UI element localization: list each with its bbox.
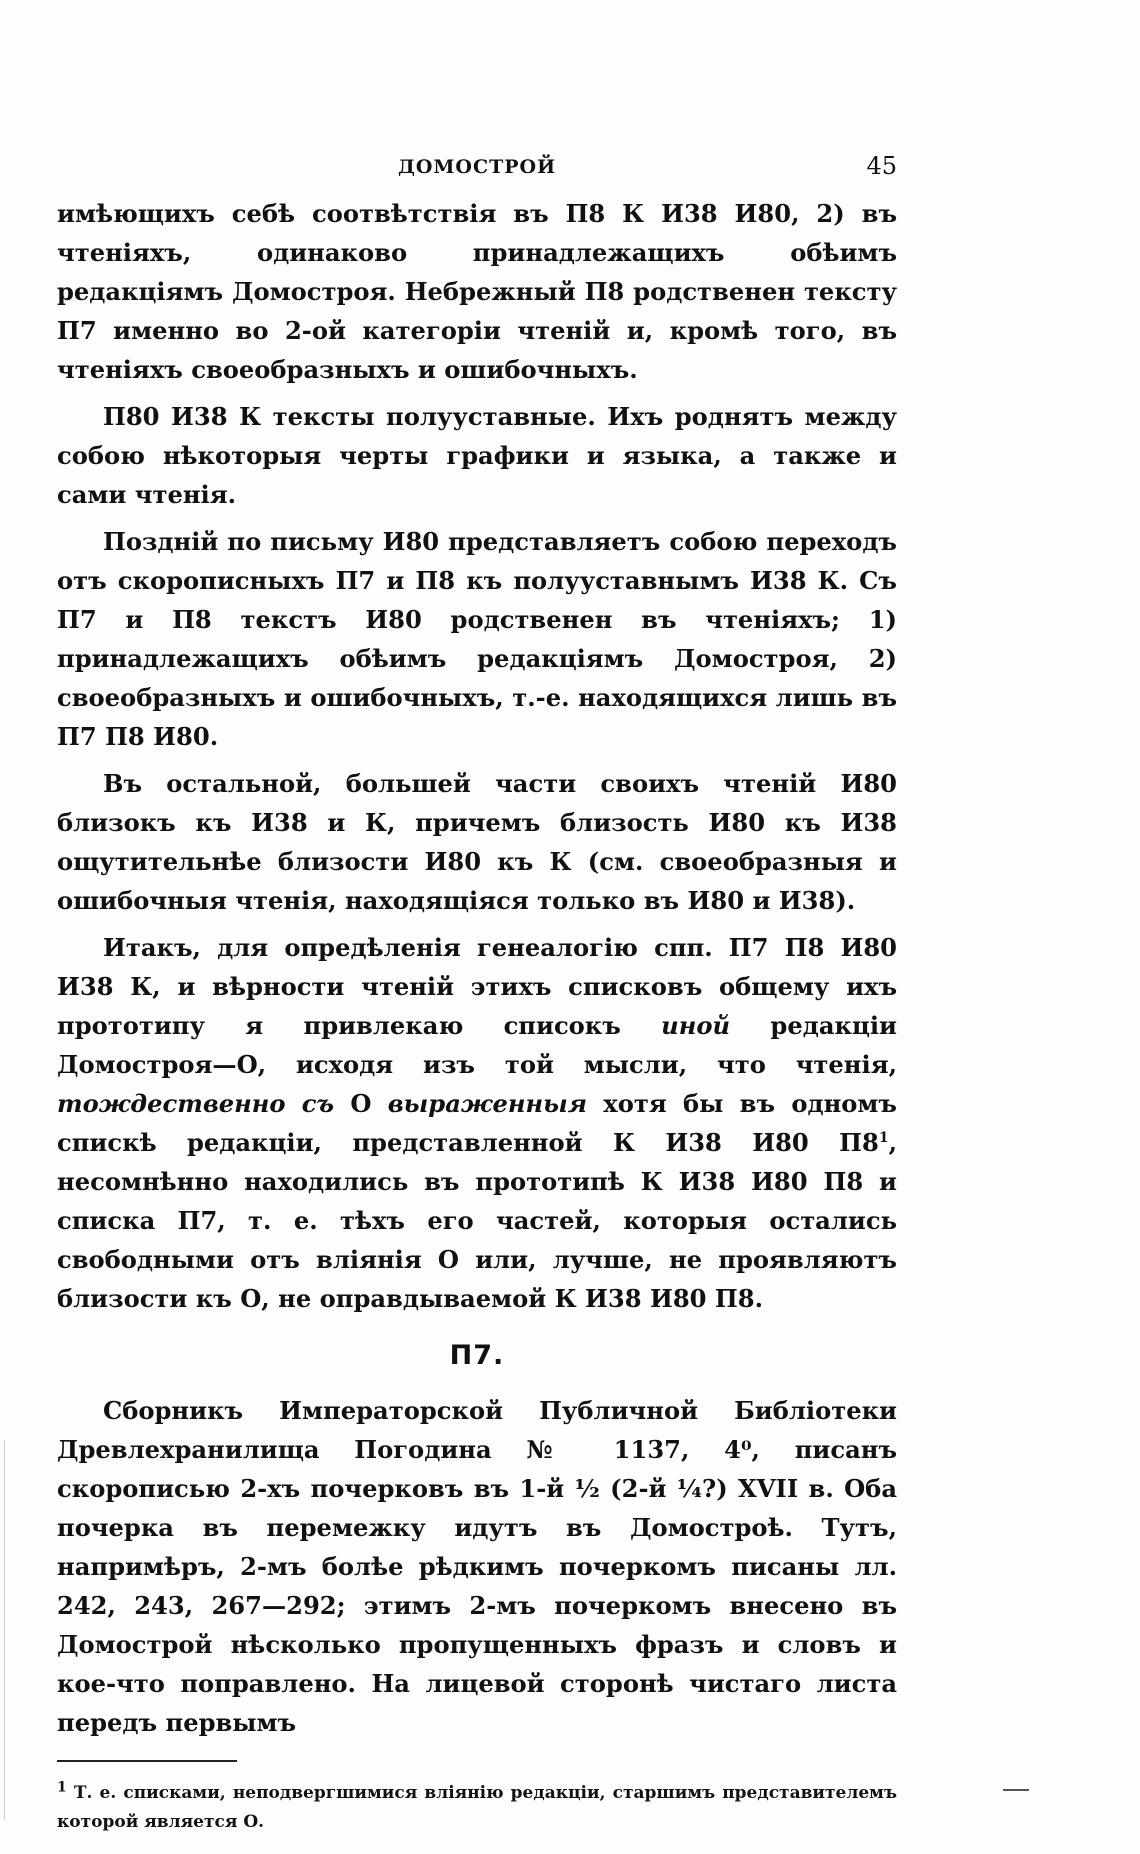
book-page	[57, 150, 897, 1854]
paragraph-1: имѣющихъ себѣ соотвѣтствія въ П8 К И38 И80, 2) въ чтеніяхъ, одинаково принадлежащихъ обѣимъ редакціямъ Домостроя. Небрежный П8 родственен текcту П7 именно во 2-ой категоріи чтеній и, кромѣ того, въ чтеніяхъ своеобразныхъ и ошибочныхъ.	[57, 199, 897, 384]
paragraph-2: П80 И38 К тексты полууставные. Ихъ роднятъ между собою нѣкоторыя черты графики и языка, а также и сами чтенія.	[57, 402, 897, 509]
section-heading: П7.	[449, 1340, 505, 1371]
section-paragraph: Сборникъ Императорской Публичной Библіотеки Древлехранилища Погодина № 1137, 4⁰, писанъ скорописью 2-хъ почерковъ въ 1-й ½ (2-й ¼?) XVII в. Оба почерка въ перемежку идутъ въ Домостроѣ. Тутъ, напримѣръ, 2-мъ болѣе рѣдкимъ почеркомъ писаны лл. 242, 243, 267—292; этимъ 2-мъ почеркомъ внесено въ Домострой нѣсколько пропущенныхъ фразъ и словъ и кое-что поправлено. На лицевой сторонѣ чистаго листа передъ первымъ	[57, 1396, 897, 1737]
page-number: 45	[866, 152, 897, 180]
paragraph-5: Итакъ, для опредѣленія генеалогію спп. П7 П8 И80 И38 К, и вѣрности чтеній этихъ списковъ общему ихъ прототипу я привлекаю списокъ иной редакціи Домостроя—О, исходя изъ той мысли, что чтенія, тождественно съ О выраженныя хотя бы въ одномъ спискѣ редакціи, представленной К И38 И80 $П8^1$, несомнѣнно находились въ прототипѣ К И38 И80 П8 и списка П7, т. е. тѣхъ его частей, которыя остались свободными отъ вліянія О или, лучше, не проявляютъ близости къ О, не оправдываемой К И38 И80 П8.	[57, 933, 897, 1313]
footnote: $^1$ Т. е. списками, неподвергшимися вліянію редакціи, старшимъ представителемъ которой является О.	[57, 1779, 897, 1832]
italic-emphasis: иной	[661, 1011, 731, 1040]
paragraph-4: Въ остальной, большей части своихъ чтеній И80 близокъ къ И38 и К, причемъ близость И80 къ И38 ощутительнѣе близости И80 къ К (см. своеобразныя и ошибочныя чтенія, находящіяся только въ И80 и И38).	[57, 769, 897, 915]
footnote-reference[interactable]: 1	[878, 1129, 889, 1146]
margin-dash-mark	[1003, 1789, 1029, 1791]
italic-emphasis: тождественно съ	[57, 1089, 335, 1118]
page-header	[57, 150, 897, 194]
footnote-mark: 1	[57, 1779, 67, 1796]
running-title: ДОМОСТРОЙ	[397, 156, 557, 178]
footnote-divider	[57, 1760, 237, 1762]
italic-emphasis: выраженныя	[387, 1089, 587, 1118]
paragraph-3: Поздній по письму И80 представляетъ собою переходъ отъ скорописныхъ П7 и П8 къ полууставнымъ И38 К. Съ П7 и П8 текстъ И80 родственен въ чтеніяхъ; 1) принадлежащихъ обѣимъ редакціямъ Домостроя, 2) своеобразныхъ и ошибочныхъ, т.-е. находящихся лишь въ П7 П8 И80.	[57, 527, 897, 751]
scan-edge-line	[4, 1440, 5, 1820]
